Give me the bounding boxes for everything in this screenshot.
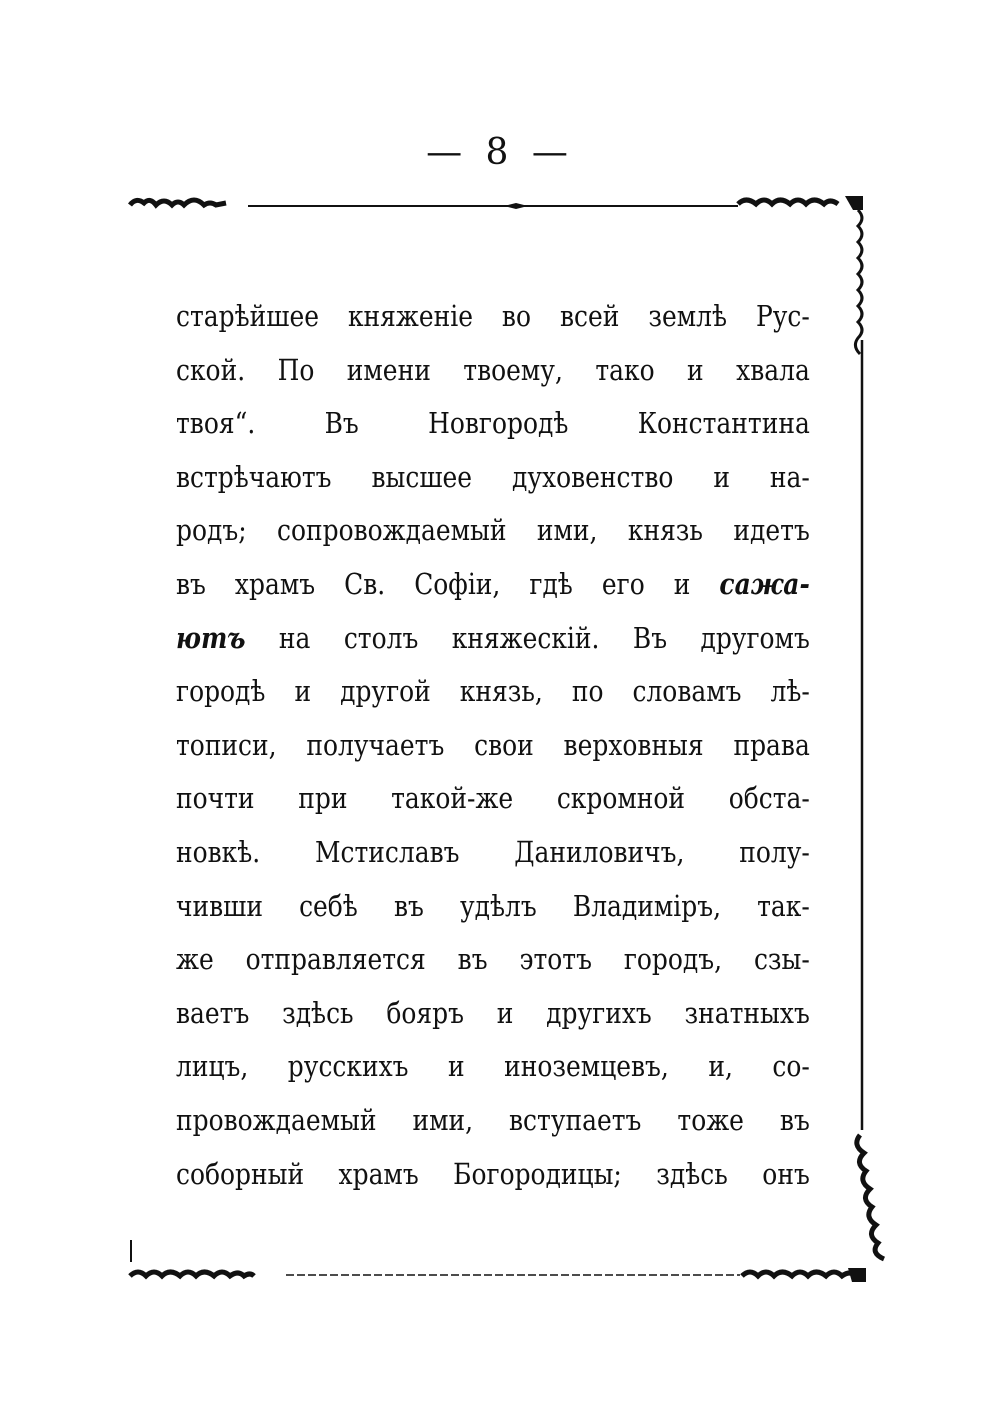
text-run: соборный храмъ Богородицы; здѣсь онъ: [176, 1156, 810, 1191]
text-line: [176, 290, 810, 344]
italic-emphasis: сажа-: [719, 566, 810, 601]
text-line: [176, 558, 810, 612]
italic-emphasis: ютъ: [176, 620, 246, 655]
text-run: на столъ княжескій. Въ другомъ: [245, 620, 810, 655]
text-line: [176, 933, 810, 987]
page-number: — 8 —: [426, 132, 574, 173]
text-line: [176, 344, 810, 398]
text-run: ваетъ здѣсь бояръ и другихъ знатныхъ: [176, 995, 810, 1030]
text-run: же отправляется въ этотъ городъ, сзы-: [176, 942, 810, 977]
text-run: ской. По имени твоему, тако и хвала: [176, 352, 810, 387]
text-line: [176, 397, 810, 451]
text-run: встрѣчаютъ высшее духовенство и на-: [176, 459, 810, 494]
text-run: новкѣ. Мстиславъ Даниловичъ, полу-: [176, 834, 810, 869]
text-line: [176, 612, 810, 666]
text-line: [176, 772, 810, 826]
text-run: чивши себѣ въ удѣлъ Владиміръ, так-: [176, 888, 810, 923]
text-run: въ храмъ Св. Софіи, гдѣ его и: [176, 566, 720, 601]
text-line: [176, 504, 810, 558]
text-run: городѣ и другой князь, по словамъ лѣ-: [176, 674, 810, 709]
body-text: [176, 290, 810, 1201]
text-line: [176, 987, 810, 1041]
text-run: провождаемый ими, вступаетъ тоже въ: [176, 1102, 810, 1137]
text-run: твоя“. Въ Новгородѣ Константина: [176, 406, 810, 441]
text-run: лицъ, русскихъ и иноземцевъ, и, со-: [176, 1049, 810, 1084]
text-line: [176, 719, 810, 773]
bottom-ornament: [130, 1268, 866, 1282]
text-line: [176, 880, 810, 934]
text-line: [176, 1040, 810, 1094]
text-run: почти при такой-же скромной обста-: [176, 781, 810, 816]
text-line: [176, 665, 810, 719]
text-run: старѣйшее княженіе во всей землѣ Рус-: [176, 299, 810, 333]
top-ornament: [130, 196, 863, 210]
text-line: [176, 826, 810, 880]
text-run: тописи, получаетъ свои верховныя права: [176, 727, 810, 762]
text-line: [176, 451, 810, 505]
right-ornament: [855, 210, 884, 1259]
text-line: [176, 1148, 810, 1202]
text-line: [176, 1094, 810, 1148]
text-run: родъ; сопровождаемый ими, князь идетъ: [176, 513, 810, 548]
